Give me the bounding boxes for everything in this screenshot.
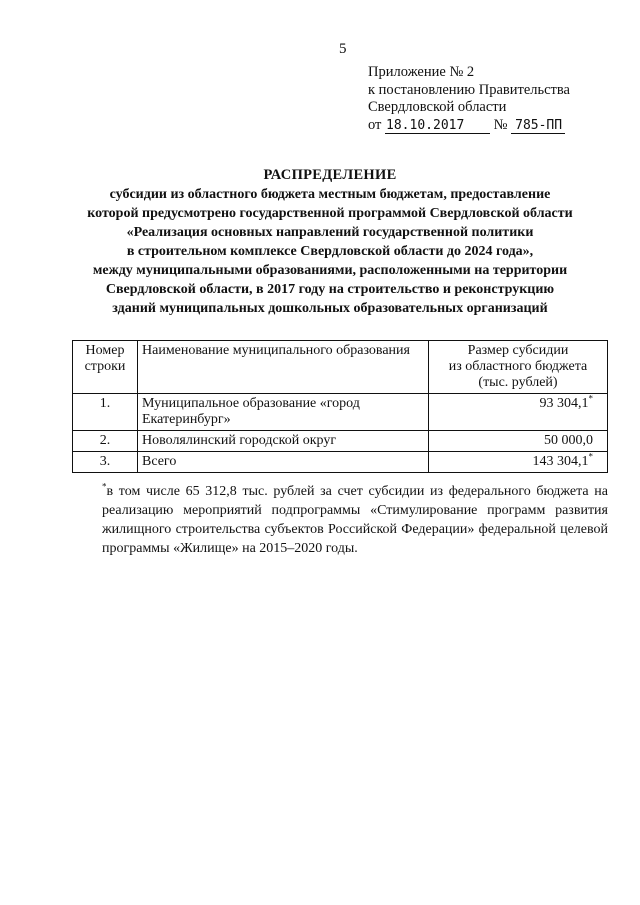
appendix-line-3: Свердловской области [368, 99, 507, 115]
municipality-name: Новолялинский городской округ [138, 431, 429, 452]
footnote [102, 482, 608, 558]
amount-value: 50 000,0 [544, 433, 593, 448]
number-prefix: № [493, 116, 508, 133]
name-text: Екатеринбург» [142, 412, 231, 427]
footnote-mark: * [102, 481, 107, 492]
title-line: между муниципальными образованиями, расположенными на территории [92, 263, 568, 278]
table-row-total [73, 452, 608, 473]
document-title [60, 166, 600, 318]
subsidy-table [72, 340, 608, 473]
subsidy-amount [429, 394, 608, 431]
appendix-line-2: к постановлению Правительства [368, 81, 570, 98]
municipality-name [138, 394, 429, 431]
footnote-mark: * [588, 393, 593, 404]
header-municipality: Наименование муниципального образования [138, 341, 429, 394]
title-heading: РАСПРЕДЕЛЕНИЕ [263, 167, 397, 183]
title-line: Свердловской области, в 2017 году на строительство и реконструкцию [105, 282, 555, 297]
appendix-block [368, 64, 570, 134]
header-text: Номер [85, 343, 125, 358]
header-row-number [73, 341, 138, 394]
total-label: Всего [138, 452, 429, 473]
title-line: зданий муниципальных дошкольных образовательных организаций [112, 301, 548, 316]
subsidy-amount [429, 431, 608, 452]
header-text: Размер субсидии [467, 343, 569, 358]
title-line: которой предусмотрено государственной программой Свердловской области [87, 206, 573, 221]
page-number: 5 [339, 41, 347, 57]
title-line: «Реализация основных направлений государственной политики [126, 225, 534, 240]
row-number: 1. [73, 394, 138, 431]
table-header-row [73, 341, 608, 394]
table-row [73, 394, 608, 431]
title-line: в строительном комплексе Свердловской области до 2024 года», [126, 244, 534, 259]
date-prefix: от [368, 116, 382, 133]
header-text: строки [84, 359, 126, 374]
header-text: (тыс. рублей) [478, 375, 558, 390]
resolution-date: 18.10.2017 [385, 119, 490, 134]
header-subsidy-amount [429, 341, 608, 394]
row-number: 2. [73, 431, 138, 452]
amount-value: 93 304,1 [539, 396, 589, 411]
total-amount [429, 452, 608, 473]
amount-value: 143 304,1 [532, 454, 589, 469]
table-row [73, 431, 608, 452]
title-line: субсидии из областного бюджета местным бюджетам, предоставление [109, 187, 551, 202]
header-text: из областного бюджета [448, 359, 588, 374]
footnote-text: в том числе 65 312,8 тыс. рублей за счет субсидии из федерального бюджета на реализацию мероприятий подпрограммы «Стимулирование программ развития жилищного строительства субъектов Российской Федерации» федеральной целевой программы «Жилище» на 2015–2020 годы. [102, 484, 608, 556]
appendix-date-line [368, 117, 570, 135]
resolution-number: 785-ПП [511, 119, 565, 134]
row-number: 3. [73, 452, 138, 473]
appendix-line-1: Приложение № 2 [368, 64, 475, 80]
name-text: Муниципальное образование «город [142, 396, 360, 411]
footnote-mark: * [588, 451, 593, 462]
